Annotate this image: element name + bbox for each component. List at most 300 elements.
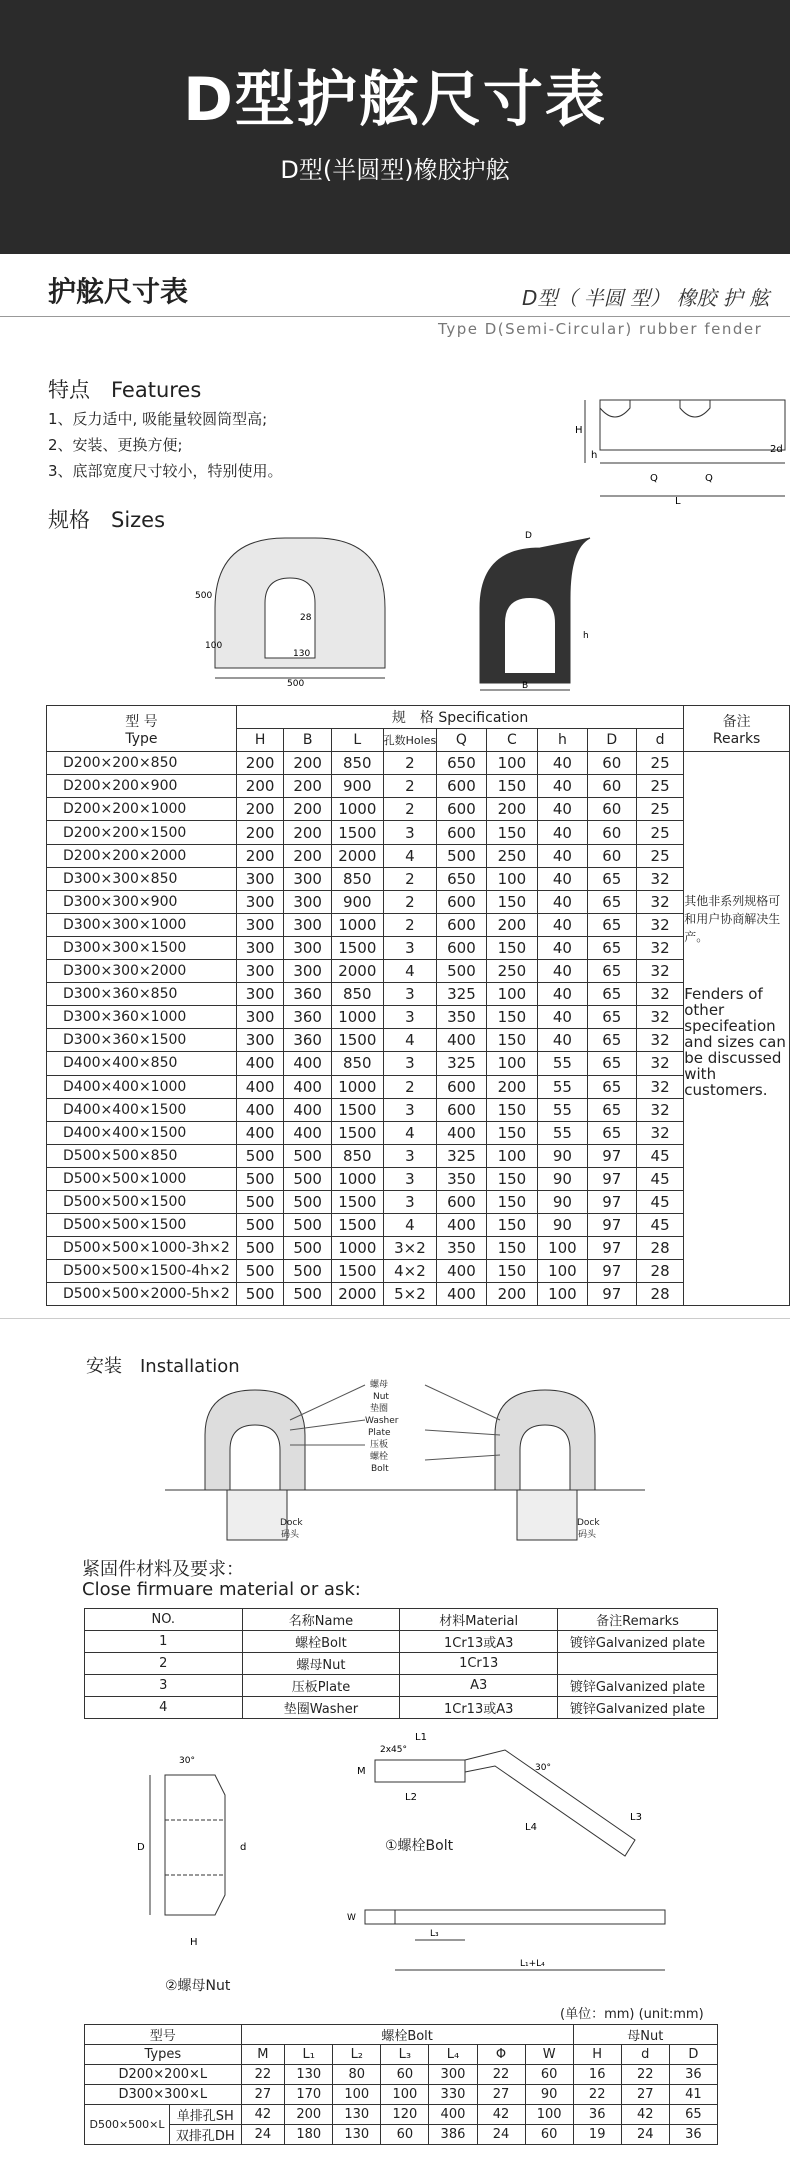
spec-value: 600 [437, 1098, 487, 1121]
spec-value: 150 [486, 1190, 537, 1213]
spec-value: 55 [538, 1098, 588, 1121]
spec-value: 300 [236, 1029, 284, 1052]
spec-value: 250 [486, 844, 537, 867]
spec-value: 45 [636, 1214, 683, 1237]
bolt-value: 24 [477, 2125, 525, 2145]
spec-value: 2 [383, 890, 437, 913]
spec-type: D300×300×900 [47, 890, 237, 913]
spec-value: 28 [636, 1283, 683, 1306]
bolt-value: 36 [573, 2105, 621, 2125]
spec-value: 600 [437, 775, 487, 798]
spec-value: 350 [437, 1237, 487, 1260]
spec-type: D200×200×1000 [47, 798, 237, 821]
spec-value: 150 [486, 890, 537, 913]
section-divider [0, 1318, 790, 1319]
spec-value: 600 [437, 821, 487, 844]
spec-header-row [47, 706, 790, 729]
spec-row [47, 844, 790, 867]
spec-value: 1000 [331, 1006, 383, 1029]
spec-value: 65 [587, 913, 636, 936]
spec-value: 600 [437, 890, 487, 913]
col-4: Q [437, 729, 487, 752]
bolt-value: 41 [669, 2085, 717, 2105]
spec-value: 200 [486, 798, 537, 821]
spec-value: 32 [636, 1121, 683, 1144]
bolt-value: 100 [333, 2085, 381, 2105]
spec-value: 5×2 [383, 1283, 437, 1306]
spec-value: 40 [538, 890, 588, 913]
spec-value: 150 [486, 1260, 537, 1283]
spec-value: 400 [284, 1075, 332, 1098]
spec-value: 32 [636, 1006, 683, 1029]
svg-text:500: 500 [287, 679, 305, 688]
spec-value: 400 [284, 1121, 332, 1144]
spec-row [47, 1006, 790, 1029]
spec-type: D400×400×1500 [47, 1121, 237, 1144]
spec-value: 45 [636, 1167, 683, 1190]
spec-value: 1500 [331, 1190, 383, 1213]
spec-value: 90 [538, 1190, 588, 1213]
spec-value: 40 [538, 821, 588, 844]
fasteners-title-cn: 紧固件材料及要求： [82, 1559, 244, 1580]
note-cn: 其他非系列规格可和用户协商解决生产。 [684, 894, 781, 945]
spec-value: 40 [538, 775, 588, 798]
svg-text:L: L [675, 496, 681, 507]
bolt-row [85, 2125, 718, 2145]
spec-value: 2000 [331, 844, 383, 867]
spec-value: 1000 [331, 1237, 383, 1260]
spec-value: 100 [486, 867, 537, 890]
spec-value: 32 [636, 1029, 683, 1052]
spec-value: 150 [486, 1098, 537, 1121]
spec-value: 400 [437, 1029, 487, 1052]
bolt-value: 100 [381, 2085, 429, 2105]
spec-row [47, 913, 790, 936]
label-plate-cn: 压板 [370, 1440, 389, 1450]
spec-value: 200 [284, 821, 332, 844]
label-dock-cn: 码头 [281, 1530, 300, 1540]
spec-value: 500 [284, 1283, 332, 1306]
bolt-subtype: 双排孔DH [170, 2125, 242, 2145]
svg-text:28: 28 [300, 613, 312, 623]
spec-value: 200 [236, 844, 284, 867]
col-type-cn: 型 号 [125, 713, 158, 730]
svg-text:B: B [522, 681, 529, 691]
nut-drawing [135, 1745, 275, 1965]
spec-value: 300 [236, 913, 284, 936]
svg-text:30°: 30° [179, 1756, 195, 1766]
bolt-subtype: 单排孔SH [170, 2105, 242, 2125]
spec-type: D500×500×850 [47, 1144, 237, 1167]
spec-value: 300 [284, 960, 332, 983]
spec-value: 200 [284, 798, 332, 821]
col-3: 孔数Holes [383, 729, 437, 752]
bolt-value: 42 [621, 2105, 669, 2125]
bolt-value: 36 [669, 2065, 717, 2085]
note-en: Fenders of other specifeation and sizes can be discussed with customers. [684, 985, 786, 1100]
spec-value: 200 [486, 1283, 537, 1306]
spec-value: 32 [636, 913, 683, 936]
col-7: D [587, 729, 636, 752]
spec-type: D300×360×1500 [47, 1029, 237, 1052]
spec-value: 500 [236, 1167, 284, 1190]
spec-value: 200 [486, 913, 537, 936]
spec-value: 3 [383, 1098, 437, 1121]
spec-value: 1500 [331, 1098, 383, 1121]
spec-type: D200×200×2000 [47, 844, 237, 867]
bolt-value: 386 [429, 2125, 477, 2145]
col-8: d [636, 729, 683, 752]
spec-value: 97 [587, 1190, 636, 1213]
spec-value: 2 [383, 798, 437, 821]
svg-text:2x45°: 2x45° [380, 1745, 408, 1755]
bolt-value: 42 [241, 2105, 285, 2125]
bolt-caption: ①螺栓Bolt [385, 1838, 454, 1854]
spec-value: 1500 [331, 821, 383, 844]
bolt-value: 90 [525, 2085, 573, 2105]
divider [0, 316, 790, 317]
spec-value: 25 [636, 798, 683, 821]
spec-table [46, 705, 790, 1306]
spec-type: D300×300×1000 [47, 913, 237, 936]
spec-value: 97 [587, 1167, 636, 1190]
spec-value: 500 [284, 1214, 332, 1237]
spec-value: 600 [437, 936, 487, 959]
spec-value: 32 [636, 960, 683, 983]
spec-value: 1000 [331, 1075, 383, 1098]
bolt-value: 130 [285, 2065, 333, 2085]
spec-value: 32 [636, 936, 683, 959]
bolt-h-type-en: Types [85, 2045, 242, 2065]
svg-text:M: M [357, 1766, 366, 1777]
col-remark [684, 706, 790, 752]
spec-value: 150 [486, 1167, 537, 1190]
spec-value: 1500 [331, 1260, 383, 1283]
spec-value: 400 [437, 1121, 487, 1144]
bolt-col: H [573, 2045, 621, 2065]
svg-text:d: d [240, 1842, 247, 1853]
spec-value: 4 [383, 1121, 437, 1144]
col-remark-cn: 备注 [722, 713, 751, 730]
spec-value: 400 [437, 1260, 487, 1283]
spec-value: 60 [587, 821, 636, 844]
spec-value: 2000 [331, 960, 383, 983]
spec-value: 97 [587, 1214, 636, 1237]
bolt-subheader-row [85, 2045, 718, 2065]
bolt-value: 400 [429, 2105, 477, 2125]
spec-row [47, 890, 790, 913]
spec-value: 40 [538, 913, 588, 936]
fasteners-cell: 螺栓Bolt [242, 1631, 400, 1653]
spec-value: 4×2 [383, 1260, 437, 1283]
spec-value: 97 [587, 1144, 636, 1167]
fender-3d-section [470, 528, 615, 693]
spec-value: 2 [383, 752, 437, 775]
spec-value: 28 [636, 1260, 683, 1283]
spec-value: 40 [538, 1029, 588, 1052]
fender-front-section [195, 528, 395, 688]
bolt-row [85, 2065, 718, 2085]
spec-value: 500 [284, 1260, 332, 1283]
bolt-value: 330 [429, 2085, 477, 2105]
bolt-value: 100 [525, 2105, 573, 2125]
bolt-row [85, 2085, 718, 2105]
fasteners-cell: 4 [85, 1697, 243, 1719]
spec-value: 65 [587, 1075, 636, 1098]
bolt-col: W [525, 2045, 573, 2065]
bolt-value: 60 [525, 2065, 573, 2085]
spec-value: 32 [636, 1052, 683, 1075]
fasteners-cell: 螺母Nut [242, 1653, 400, 1675]
spec-value: 300 [236, 983, 284, 1006]
spec-value: 850 [331, 752, 383, 775]
spec-value: 200 [284, 752, 332, 775]
spec-row [47, 1052, 790, 1075]
unit-note: (单位：mm) (unit:mm) [560, 2007, 704, 2022]
spec-type: D500×500×1500 [47, 1214, 237, 1237]
label-plate: Plate [368, 1428, 391, 1438]
spec-value: 360 [284, 1006, 332, 1029]
svg-text:L3: L3 [630, 1812, 642, 1823]
spec-value: 850 [331, 867, 383, 890]
spec-value: 65 [587, 960, 636, 983]
label-nut-cn: 螺母 [370, 1380, 389, 1390]
spec-value: 55 [538, 1052, 588, 1075]
spec-value: 500 [236, 1144, 284, 1167]
spec-value: 4 [383, 960, 437, 983]
spec-row [47, 1167, 790, 1190]
bolt-col: Φ [477, 2045, 525, 2065]
spec-value: 150 [486, 821, 537, 844]
spec-value: 400 [284, 1098, 332, 1121]
bolt-value: 19 [573, 2125, 621, 2145]
fasteners-cell: 1 [85, 1631, 243, 1653]
spec-value: 350 [437, 1167, 487, 1190]
spec-value: 32 [636, 890, 683, 913]
spec-value: 40 [538, 983, 588, 1006]
install-title: 安装 Installation [86, 1356, 240, 1377]
spec-value: 650 [437, 867, 487, 890]
spec-row [47, 1098, 790, 1121]
spec-value: 65 [587, 1121, 636, 1144]
bolt-col: D [669, 2045, 717, 2065]
svg-text:D: D [137, 1842, 145, 1853]
bolt-col: L₄ [429, 2045, 477, 2065]
spec-value: 4 [383, 844, 437, 867]
bolt-value: 60 [381, 2125, 429, 2145]
spec-value: 400 [236, 1075, 284, 1098]
spec-value: 25 [636, 752, 683, 775]
spec-row [47, 1121, 790, 1144]
label-bolt-cn: 螺栓 [370, 1452, 389, 1462]
svg-text:h: h [591, 450, 598, 461]
spec-value: 25 [636, 821, 683, 844]
spec-value: 2 [383, 867, 437, 890]
spec-value: 400 [236, 1121, 284, 1144]
spec-row [47, 798, 790, 821]
spec-value: 200 [284, 844, 332, 867]
installation-drawing [165, 1375, 645, 1545]
spec-type: D500×500×1000 [47, 1167, 237, 1190]
spec-value: 32 [636, 867, 683, 890]
spec-value: 3 [383, 1006, 437, 1029]
bolt-type: D300×300×L [85, 2085, 242, 2105]
features-title: 特点 Features [48, 378, 202, 402]
spec-row [47, 960, 790, 983]
bolt-h-bolt: 螺栓Bolt [241, 2025, 573, 2045]
spec-value: 55 [538, 1075, 588, 1098]
bolt-value: 24 [621, 2125, 669, 2145]
bolt-value: 22 [241, 2065, 285, 2085]
spec-value: 100 [486, 983, 537, 1006]
spec-type: D500×500×2000-5h×2 [47, 1283, 237, 1306]
bolt-value: 130 [333, 2105, 381, 2125]
svg-text:500: 500 [195, 591, 213, 601]
label-bolt: Bolt [371, 1464, 389, 1474]
spec-row [47, 1214, 790, 1237]
svg-text:H: H [575, 425, 583, 436]
spec-value: 200 [236, 798, 284, 821]
bolt-value: 170 [285, 2085, 333, 2105]
spec-value: 100 [538, 1237, 588, 1260]
spec-value: 500 [236, 1237, 284, 1260]
svg-text:30°: 30° [535, 1763, 551, 1773]
doc-right-subtitle: Type D(Semi-Circular) rubber fender [438, 320, 763, 338]
bolt-value: 22 [477, 2065, 525, 2085]
bolt-value: 300 [429, 2065, 477, 2085]
spec-value: 65 [587, 1098, 636, 1121]
spec-value: 25 [636, 844, 683, 867]
spec-value: 100 [538, 1260, 588, 1283]
spec-row [47, 1075, 790, 1098]
feature-3: 3、底部宽度尺寸较小，特别使用。 [48, 462, 283, 480]
label-dock: Dock [280, 1518, 303, 1528]
spec-type: D400×400×1000 [47, 1075, 237, 1098]
spec-value: 60 [587, 844, 636, 867]
col-1: B [284, 729, 332, 752]
spec-value: 40 [538, 798, 588, 821]
bolt-value: 65 [669, 2105, 717, 2125]
spec-value: 600 [437, 1190, 487, 1213]
spec-value: 45 [636, 1190, 683, 1213]
spec-value: 1500 [331, 1214, 383, 1237]
spec-value: 1000 [331, 1167, 383, 1190]
spec-value: 3 [383, 1144, 437, 1167]
bolt-value: 27 [477, 2085, 525, 2105]
spec-row [47, 936, 790, 959]
bolt-col: d [621, 2045, 669, 2065]
svg-text:130: 130 [293, 649, 311, 659]
spec-value: 500 [284, 1167, 332, 1190]
spec-value: 1000 [331, 913, 383, 936]
fasteners-table [84, 1608, 718, 1719]
spec-value: 150 [486, 1029, 537, 1052]
bolt-drawing-1 [345, 1730, 690, 1880]
fasteners-cell [558, 1653, 718, 1675]
spec-value: 500 [284, 1144, 332, 1167]
spec-value: 200 [236, 775, 284, 798]
spec-value: 150 [486, 775, 537, 798]
spec-value: 32 [636, 1098, 683, 1121]
fasteners-cell: 1Cr13或A3 [400, 1697, 558, 1719]
spec-value: 325 [437, 1144, 487, 1167]
bolt-table [84, 2024, 718, 2145]
bolt-col: L₂ [333, 2045, 381, 2065]
spec-type: D400×400×1500 [47, 1098, 237, 1121]
bolt-value: 60 [381, 2065, 429, 2085]
spec-value: 100 [486, 1052, 537, 1075]
spec-value: 300 [284, 913, 332, 936]
spec-value: 200 [486, 1075, 537, 1098]
svg-text:L4: L4 [525, 1822, 537, 1833]
bolt-value: 24 [241, 2125, 285, 2145]
spec-value: 600 [437, 1075, 487, 1098]
bolt-value: 200 [285, 2105, 333, 2125]
spec-type: D300×300×2000 [47, 960, 237, 983]
bolt-value: 27 [241, 2085, 285, 2105]
spec-value: 65 [587, 936, 636, 959]
bolt-value: 27 [621, 2085, 669, 2105]
spec-value: 500 [284, 1190, 332, 1213]
spec-value: 600 [437, 913, 487, 936]
spec-row [47, 1190, 790, 1213]
spec-value: 900 [331, 890, 383, 913]
bolt-value: 22 [621, 2065, 669, 2085]
spec-value: 150 [486, 1121, 537, 1144]
spec-value: 400 [437, 1283, 487, 1306]
fasteners-row [85, 1631, 718, 1653]
svg-text:H: H [190, 1937, 198, 1948]
spec-value: 400 [284, 1052, 332, 1075]
bolt-col: L₁ [285, 2045, 333, 2065]
spec-value: 300 [236, 1006, 284, 1029]
spec-row [47, 867, 790, 890]
col-type [47, 706, 237, 752]
label-washer: Washer [365, 1416, 399, 1426]
spec-type: D500×500×1000-3h×2 [47, 1237, 237, 1260]
bolt-h-nut: 母Nut [573, 2025, 717, 2045]
fasteners-cell: 3 [85, 1675, 243, 1697]
bolt-value: 60 [525, 2125, 573, 2145]
spec-value: 97 [587, 1237, 636, 1260]
bolt-header-row [85, 2025, 718, 2045]
spec-row [47, 1144, 790, 1167]
spec-value: 850 [331, 1052, 383, 1075]
spec-value: 65 [587, 1006, 636, 1029]
svg-text:L₁+L₄: L₁+L₄ [520, 1959, 545, 1969]
sizes-title: 规格 Sizes [48, 508, 166, 532]
spec-value: 300 [236, 960, 284, 983]
spec-value: 28 [636, 1237, 683, 1260]
svg-text:L2: L2 [405, 1792, 417, 1803]
spec-value: 200 [236, 821, 284, 844]
spec-value: 900 [331, 775, 383, 798]
spec-type: D200×200×1500 [47, 821, 237, 844]
svg-text:Q: Q [650, 473, 658, 484]
spec-value: 325 [437, 983, 487, 1006]
bolt-value: 16 [573, 2065, 621, 2085]
spec-value: 32 [636, 1075, 683, 1098]
fasteners-cell: 镀锌Galvanized plate [558, 1631, 718, 1653]
fasteners-header: NO. [85, 1609, 243, 1631]
spec-value: 650 [437, 752, 487, 775]
spec-value: 100 [486, 1144, 537, 1167]
fasteners-cell: 镀锌Galvanized plate [558, 1675, 718, 1697]
spec-value: 90 [538, 1214, 588, 1237]
spec-value: 400 [437, 1214, 487, 1237]
spec-value: 3 [383, 1167, 437, 1190]
bolt-type: D500×500×L [85, 2105, 170, 2145]
